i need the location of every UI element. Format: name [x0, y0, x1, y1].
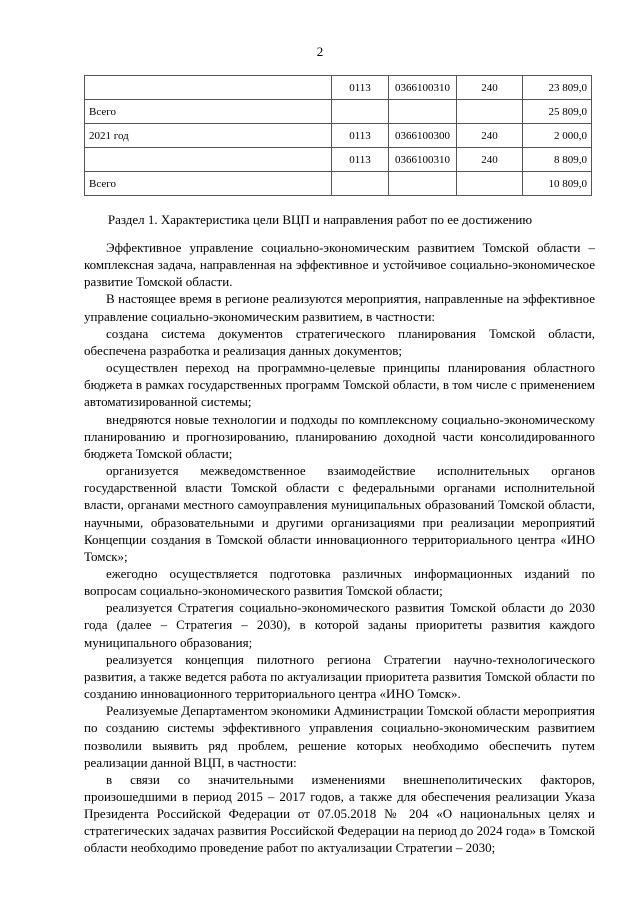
paragraph: внедряются новые технологии и подходы по комплексному социально-экономическому планированию и прогнозированию, планированию доходной части консолидированного бюджета Томской области; [84, 411, 595, 461]
type-cell: 240 [457, 148, 523, 172]
paragraph: Эффективное управление социально-экономическим развитием Томской области – комплексная задача, направленная на эффективное и устойчивое социально-экономическое развитие Томской области. [84, 240, 595, 290]
table-row [85, 124, 592, 148]
type-cell [457, 172, 523, 196]
year-cell [85, 148, 332, 172]
paragraph: Реализуемые Департаментом экономики Администрации Томской области мероприятия по созданию системы эффективного управления социально-экономическим развитием позволили выявить ряд проблем, решение которых необходимо обеспечить путем реализации данной ВЦП, в частности: [84, 703, 595, 770]
year-cell: Всего [85, 100, 332, 124]
year-cell: 2021 год [85, 124, 332, 148]
paragraph: осуществлен переход на программно-целевые принципы планирования областного бюджета в рамках государственных программ Томской области, в том числе с применением автоматизированной системы; [84, 360, 595, 410]
paragraph: в связи со значительными изменениями внешнеполитических факторов, произошедшими в период 2015 – 2017 годов, а также для обеспечения реализации Указа Президента Российской Федерации от 07.05.2018 № 204 «О национальных целях и стратегических задачах развития Российской Федерации на период до 2024 года» в Томской области необходимо проведение работ по актуализации Стратегии – 2030; [84, 771, 595, 856]
year-cell [85, 76, 332, 100]
type-cell: 240 [457, 76, 523, 100]
year-cell: Всего [85, 172, 332, 196]
type-cell [457, 100, 523, 124]
section-cell: 0113 [332, 124, 389, 148]
paragraph: В настоящее время в регионе реализуются мероприятия, направленные на эффективное управление социально-экономическим развитием, в частности: [84, 291, 595, 324]
table-row [85, 100, 592, 124]
document-body [84, 239, 595, 857]
sum-cell: 23 809,0 [523, 76, 592, 100]
code-cell [389, 100, 457, 124]
paragraph: создана система документов стратегического планирования Томской области, обеспечена разработка и реализация данных документов; [84, 325, 595, 358]
paragraph: ежегодно осуществляется подготовка различных информационных изданий по вопросам социально-экономического развития Томской области; [84, 565, 595, 599]
sum-cell: 25 809,0 [523, 100, 592, 124]
code-cell: 0366100310 [389, 148, 457, 172]
code-cell [389, 172, 457, 196]
table-row [85, 172, 592, 196]
table-row [85, 148, 592, 172]
budget-table [84, 75, 592, 196]
sum-cell: 10 809,0 [523, 172, 592, 196]
section-cell: 0113 [332, 148, 389, 172]
paragraph: реализуется Стратегия социально-экономического развития Томской области до 2030 года (далее – Стратегия – 2030), в которой заданы приоритеты развития каждого муниципального образования; [84, 600, 595, 650]
sum-cell: 8 809,0 [523, 148, 592, 172]
page-number: 2 [316, 44, 324, 59]
section-cell: 0113 [332, 76, 389, 100]
table-row [85, 76, 592, 100]
paragraph: организуется межведомственное взаимодействие исполнительных органов государственной власти Томской области с федеральными органами исполнительной власти, органами местного самоуправления муниципальных образований Томской области, научными, образовательными и другими организациями при реализации мероприятий Концепции создания в Томской области инновационного территориального центра «ИНО Томск»; [84, 463, 595, 564]
paragraph: реализуется концепция пилотного региона Стратегии научно-технологического развития, а также ведется работа по актуализации приоритета развития Томской области по созданию инновационного территориального центра «ИНО Томск». [84, 651, 595, 702]
section-cell [332, 172, 389, 196]
section-cell [332, 100, 389, 124]
section-title: Раздел 1. Характеристика цели ВЦП и направления работ по ее достижению [107, 212, 533, 227]
type-cell: 240 [457, 124, 523, 148]
code-cell: 0366100310 [389, 76, 457, 100]
code-cell: 0366100300 [389, 124, 457, 148]
sum-cell: 2 000,0 [523, 124, 592, 148]
